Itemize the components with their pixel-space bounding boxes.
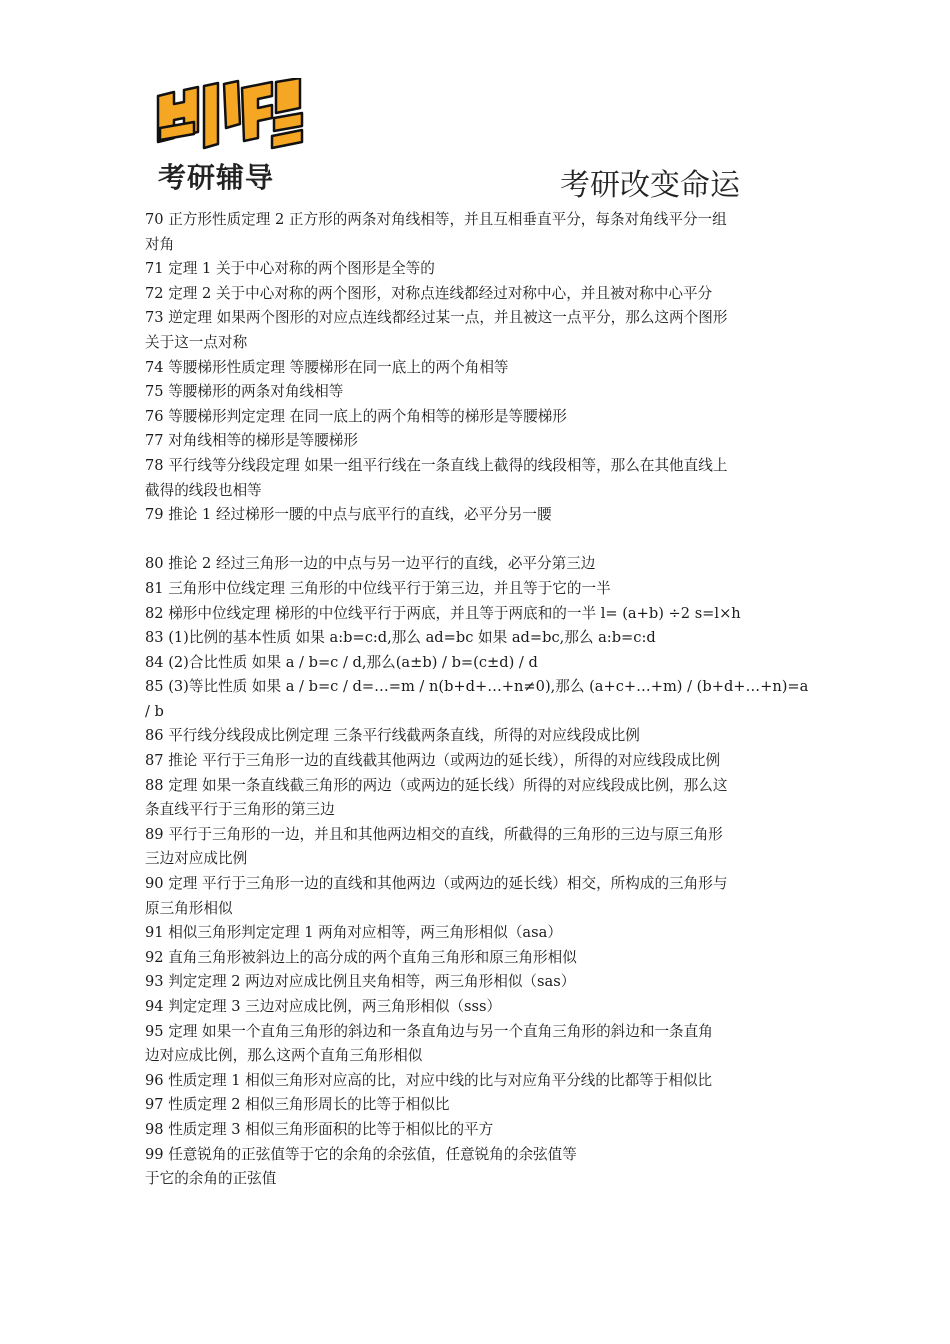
kaicheng-logo-icon (154, 78, 304, 156)
logo-text: 考研辅导 (158, 161, 275, 194)
document-body (145, 208, 815, 1192)
text-line: 81 三角形中位线定理 三角形的中位线平行于第三边，并且等于它的一半 (145, 579, 611, 597)
text-line: 88 定理 如果一条直线截三角形的两边（或两边的延长线）所得的对应线段成比例，那么这 (145, 776, 728, 794)
text-line: 90 定理 平行于三角形一边的直线和其他两边（或两边的延长线）相交，所构成的三角形与 (145, 875, 728, 893)
text-line: 74 等腰梯形性质定理 等腰梯形在同一底上的两个角相等 (145, 358, 509, 376)
text-line: 77 对角线相等的梯形是等腰梯形 (145, 432, 358, 450)
text-line: 78 平行线等分线段定理 如果一组平行线在一条直线上截得的线段相等，那么在其他直线上 (145, 456, 728, 474)
text-line: 93 判定定理 2 两边对应成比例且夹角相等，两三角形相似（sas） (145, 973, 576, 991)
text-line: 于它的余角的正弦值 (145, 1170, 277, 1188)
text-line: 79 推论 1 经过梯形一腰的中点与底平行的直线，必平分另一腰 (145, 506, 552, 524)
text-line: 71 定理 1 关于中心对称的两个图形是全等的 (145, 260, 435, 278)
text-line: 关于这一点对称 (145, 333, 248, 351)
text-line: 94 判定定理 3 三边对应成比例，两三角形相似（sss） (145, 998, 502, 1015)
blank-line (145, 528, 815, 553)
text-line: 83 (1)比例的基本性质 如果 a:b=c:d,那么 ad=bc 如果 ad=bc,那么 a:b=c:d (145, 629, 656, 647)
text-line: 92 直角三角形被斜边上的高分成的两个直角三角形和原三角形相似 (145, 948, 577, 966)
text-line: 91 相似三角形判定定理 1 两角对应相等，两三角形相似（asa） (145, 924, 562, 942)
text-line: 75 等腰梯形的两条对角线相等 (145, 383, 344, 401)
text-line: 76 等腰梯形判定定理 在同一底上的两个角相等的梯形是等腰梯形 (145, 407, 567, 425)
text-line: 97 性质定理 2 相似三角形周长的比等于相似比 (145, 1096, 450, 1114)
text-line: 对角 (145, 235, 175, 253)
text-line: 85 (3)等比性质 如果 a / b=c / d=…=m / n(b+d+…+n≠0),那么 (a+c+…+m) / (b+d+…+n)=a (145, 678, 809, 696)
text-line: 边对应成比例，那么这两个直角三角形相似 (145, 1047, 423, 1065)
text-line: / b (145, 702, 164, 720)
text-line: 72 定理 2 关于中心对称的两个图形，对称点连线都经过对称中心，并且被对称中心平分 (145, 284, 713, 302)
text-line: 84 (2)合比性质 如果 a / b=c / d,那么(a±b) / b=(c±d) / d (145, 653, 538, 671)
text-line: 80 推论 2 经过三角形一边的中点与另一边平行的直线，必平分第三边 (145, 555, 596, 573)
text-line: 89 平行于三角形的一边，并且和其他两边相交的直线，所截得的三角形的三边与原三角形 (145, 825, 723, 843)
text-line: 82 梯形中位线定理 梯形的中位线平行于两底，并且等于两底和的一半 l= (a+b) ÷2 s=l×h (145, 604, 741, 622)
text-line: 70 正方形性质定理 2 正方形的两条对角线相等，并且互相垂直平分，每条对角线平分一组 (145, 211, 727, 228)
text-line: 截得的线段也相等 (145, 481, 262, 499)
text-line: 原三角形相似 (145, 899, 233, 917)
text-line: 三边对应成比例 (145, 850, 248, 868)
text-line: 87 推论 平行于三角形一边的直线截其他两边（或两边的延长线），所得的对应线段成比例 (145, 752, 721, 770)
slogan: 考研改变命运 (560, 168, 740, 203)
text-line: 99 任意锐角的正弦值等于它的余角的余弦值，任意锐角的余弦值等 (145, 1145, 577, 1163)
text-line: 条直线平行于三角形的第三边 (145, 801, 335, 819)
brand-logo (150, 78, 310, 198)
text-line: 96 性质定理 1 相似三角形对应高的比，对应中线的比与对应角平分线的比都等于相似比 (145, 1071, 713, 1089)
text-line: 86 平行线分线段成比例定理 三条平行线截两条直线，所得的对应线段成比例 (145, 727, 640, 745)
text-line: 73 逆定理 如果两个图形的对应点连线都经过某一点，并且被这一点平分，那么这两个图形 (145, 309, 728, 327)
text-line: 98 性质定理 3 相似三角形面积的比等于相似比的平方 (145, 1120, 494, 1138)
text-line: 95 定理 如果一个直角三角形的斜边和一条直角边与另一个直角三角形的斜边和一条直角 (145, 1022, 713, 1040)
